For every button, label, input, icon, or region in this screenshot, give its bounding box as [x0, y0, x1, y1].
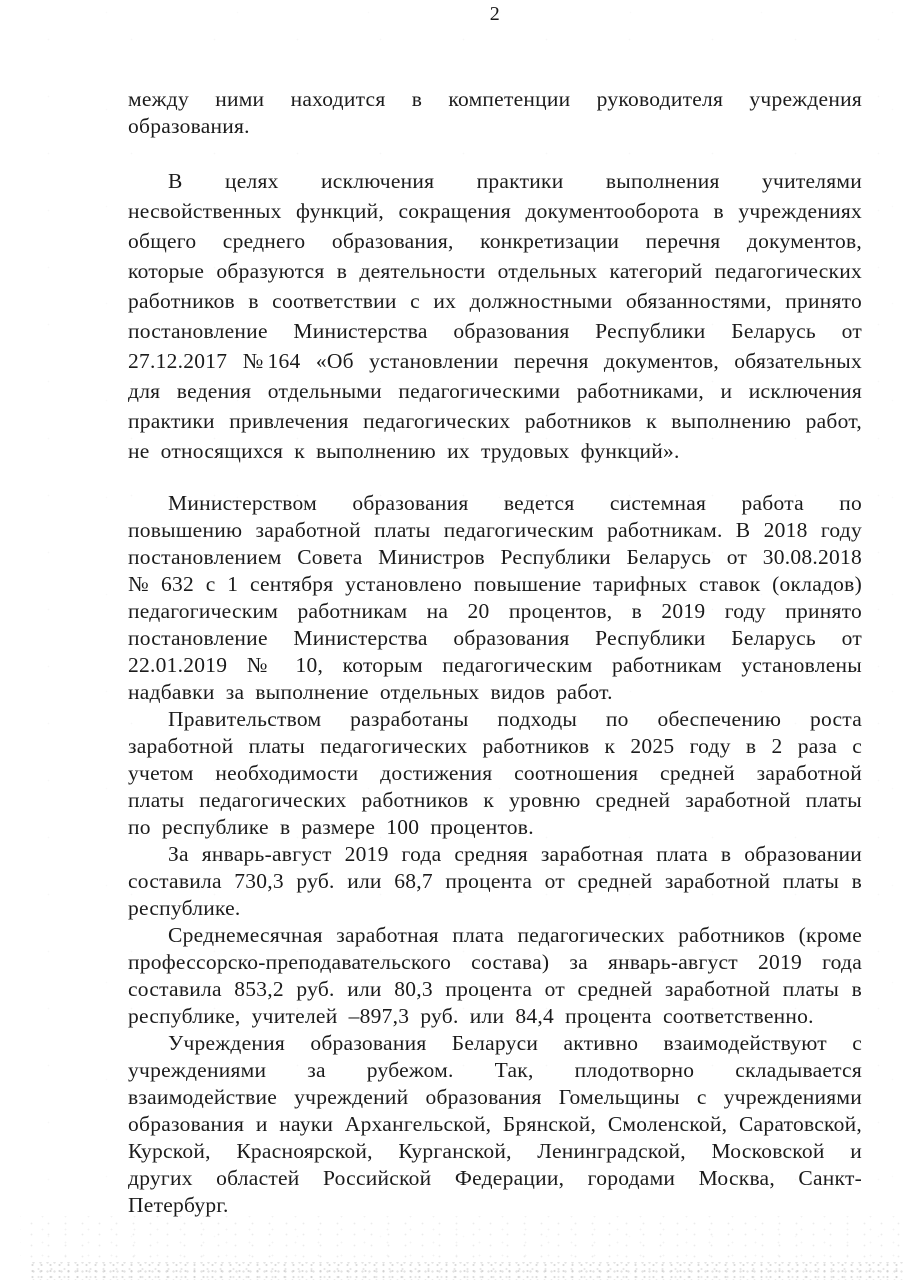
- paragraph-1: между ними находится в компетенции руководителя учреждения образования.: [128, 87, 862, 138]
- scan-noise-upper: [20, 1216, 904, 1264]
- paragraph-2: В целях исключения практики выполнения учителями несвойственных функций, сокращения документооборота в учреждениях общего среднего образования, конкретизации перечня документов, которые образуются в деятельности отдельных категорий педагогических работников в соответствии с их должностными обязанностями, принято постановление Министерства образования Республики Беларусь от 27.12.2017 №164 «Об установлении перечня документов, обязательных для ведения отдельными педагогическими работниками, и исключения практики привлечения педагогических работников к выполнению работ, не относящихся к выполнению их трудовых функций».: [128, 169, 862, 463]
- page-number: 2: [489, 3, 501, 25]
- paragraph-3: Министерством образования ведется системная работа по повышению заработной платы педагогическим работникам. В 2018 году постановлением Совета Министров Республики Беларусь от 30.08.2018 № 632 с 1 сентября установлено повышение тарифных ставок (окладов) педагогическим работникам на 20 процентов, в 2019 году принято постановление Министерства образования Республики Беларусь от 22.01.2019 № 10, которым педагогическим работникам установлены надбавки за выполнение отдельных видов работ.: [128, 491, 862, 704]
- paragraph-7: Учреждения образования Беларуси активно взаимодействуют с учреждениями за рубежом. Так, плодотворно складывается взаимодействие учреждений образования Гомельщины с учреждениями образования и науки Архангельской, Брянской, Смоленской, Саратовской, Курской, Красноярской, Курганской, Ленинградской, Московской и других областей Российской Федерации, городами Москва, Санкт-Петербург.: [128, 1031, 862, 1217]
- paragraph-4: Правительством разработаны подходы по обеспечению роста заработной платы педагогических работников к 2025 году в 2 раза с учетом необходимости достижения соотношения средней заработной платы педагогических работников к уровню средней заработной платы по республике в размере 100 процентов.: [128, 707, 862, 839]
- paragraph-6: Среднемесячная заработная плата педагогических работников (кроме профессорско-преподавательского состава) за январь-август 2019 года составила 853,2 руб. или 80,3 процента от средней заработной платы в республике, учителей –897,3 руб. или 84,4 процента соответственно.: [128, 923, 862, 1028]
- scan-noise-bottom: [28, 1262, 904, 1280]
- paragraph-5: За январь-август 2019 года средняя заработная плата в образовании составила 730,3 руб. или 68,7 процента от средней заработной платы в республике.: [128, 842, 862, 920]
